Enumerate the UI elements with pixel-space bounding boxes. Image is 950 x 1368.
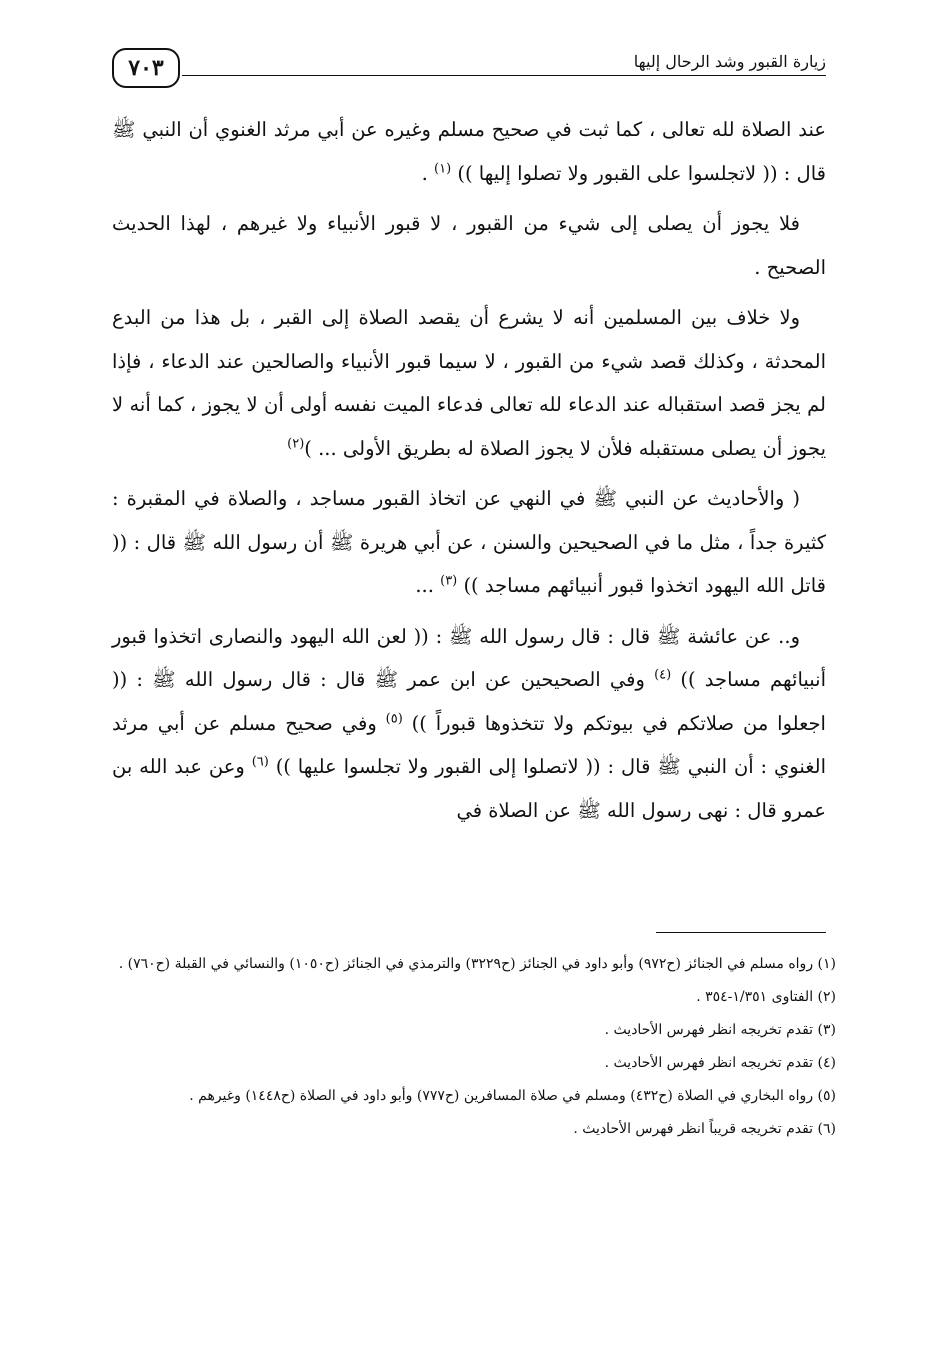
page-number: ٧٠٣: [112, 48, 180, 88]
running-title: زيارة القبور وشد الرحال إليها: [628, 52, 826, 71]
paragraph-5: [112, 615, 826, 833]
paragraph-1-text: عند الصلاة لله تعالى ، كما ثبت في صحيح مسلم وغيره عن أبي مرثد الغنوي أن النبي ﷺ قال : (( لاتجلسوا على القبور ولا تصلوا إليها )): [112, 118, 826, 185]
paragraph-1-end: .: [421, 161, 435, 185]
footnote-ref-2: (٢): [287, 436, 305, 451]
footnote-6: (٦) تقدم تخريجه قريباً انظر فهرس الأحاديث .: [573, 1121, 836, 1137]
footnote-ref-5: (٥): [385, 711, 403, 726]
main-text: [112, 108, 826, 839]
paragraph-5-text-d: وعن عبد الله بن عمرو قال : نهى رسول الله ﷺ عن الصلاة في: [112, 755, 826, 822]
paragraph-5-text-c: وفي صحيح مسلم عن أبي مرثد الغنوي : أن النبي ﷺ قال : (( لاتصلوا إلى القبور ولا تجلسوا عليها )): [112, 711, 826, 778]
paragraph-4-text: ( والأحاديث عن النبي ﷺ في النهي عن اتخاذ القبور مساجد ، والصلاة في المقبرة : كثيرة جداً ، مثل ما في الصحيحين والسنن ، عن أبي هريرة ﷺ أن رسول الله ﷺ قال : (( قاتل الله اليهود اتخذوا قبور أنبيائهم مساجد )): [112, 487, 826, 597]
paragraph-1: [112, 108, 826, 195]
paragraph-3-text: ولا خلاف بين المسلمين أنه لا يشرع أن يقصد الصلاة إلى القبر ، بل هذا من البدع المحدثة ، وكذلك قصد شيء من القبور ، لا سيما قبور الأنبياء والصالحين عند الدعاء ، فإذا لم يجز قصد استقباله عند الدعاء لله تعالى فدعاء الميت نفسه أولى أن لا يجوز ، كما أنه لا يجوز أن يصلى مستقبله فلأن لا يجوز الصلاة له بطريق الأولى ... ): [112, 306, 826, 460]
page-header: [112, 44, 826, 94]
footnote-ref-4: (٤): [654, 667, 672, 683]
footnote-ref-3: (٣): [440, 573, 458, 589]
footnote-5: (٥) رواه البخاري في الصلاة (ح٤٣٢) ومسلم في صلاة المسافرين (ح٧٧٧) وأبو داود في الصلاة (ح١٤٤٨) وغيرهم .: [189, 1088, 836, 1104]
paragraph-5-text-b: وفي الصحيحين عن ابن عمر ﷺ قال : قال رسول الله ﷺ : (( اجعلوا من صلاتكم في بيوتكم ولا تتخذوها قبوراً )): [112, 668, 826, 735]
footnotes: [100, 948, 836, 1146]
header-rule: [182, 75, 826, 76]
footnote-divider: [656, 932, 826, 933]
footnote-ref-1: (١): [434, 161, 452, 176]
paragraph-3: [112, 296, 826, 470]
paragraph-5-text-a: و.. عن عائشة ﷺ قال : قال رسول الله ﷺ : (( لعن الله اليهود والنصارى اتخذوا قبور أنبيائهم مساجد )): [112, 624, 826, 691]
footnote-2: (٢) الفتاوى ١/٣٥١-٣٥٤ .: [696, 989, 836, 1005]
paragraph-4: [112, 477, 826, 608]
footnote-3: (٣) تقدم تخريجه انظر فهرس الأحاديث .: [604, 1022, 836, 1038]
footnote-ref-6: (٦): [251, 754, 269, 770]
footnote-1: (١) رواه مسلم في الجنائز (ح٩٧٢) وأبو داود في الجنائز (ح٣٢٢٩) والترمذي في الجنائز (ح١٠٥٠) والنسائي في القبلة (ح٧٦٠) .: [118, 956, 836, 972]
footnote-4: (٤) تقدم تخريجه انظر فهرس الأحاديث .: [604, 1055, 836, 1071]
paragraph-4-end: ...: [415, 574, 441, 597]
paragraph-2: فلا يجوز أن يصلى إلى شيء من القبور ، لا قبور الأنبياء ولا غيرهم ، لهذا الحديث الصحيح .: [112, 212, 826, 279]
